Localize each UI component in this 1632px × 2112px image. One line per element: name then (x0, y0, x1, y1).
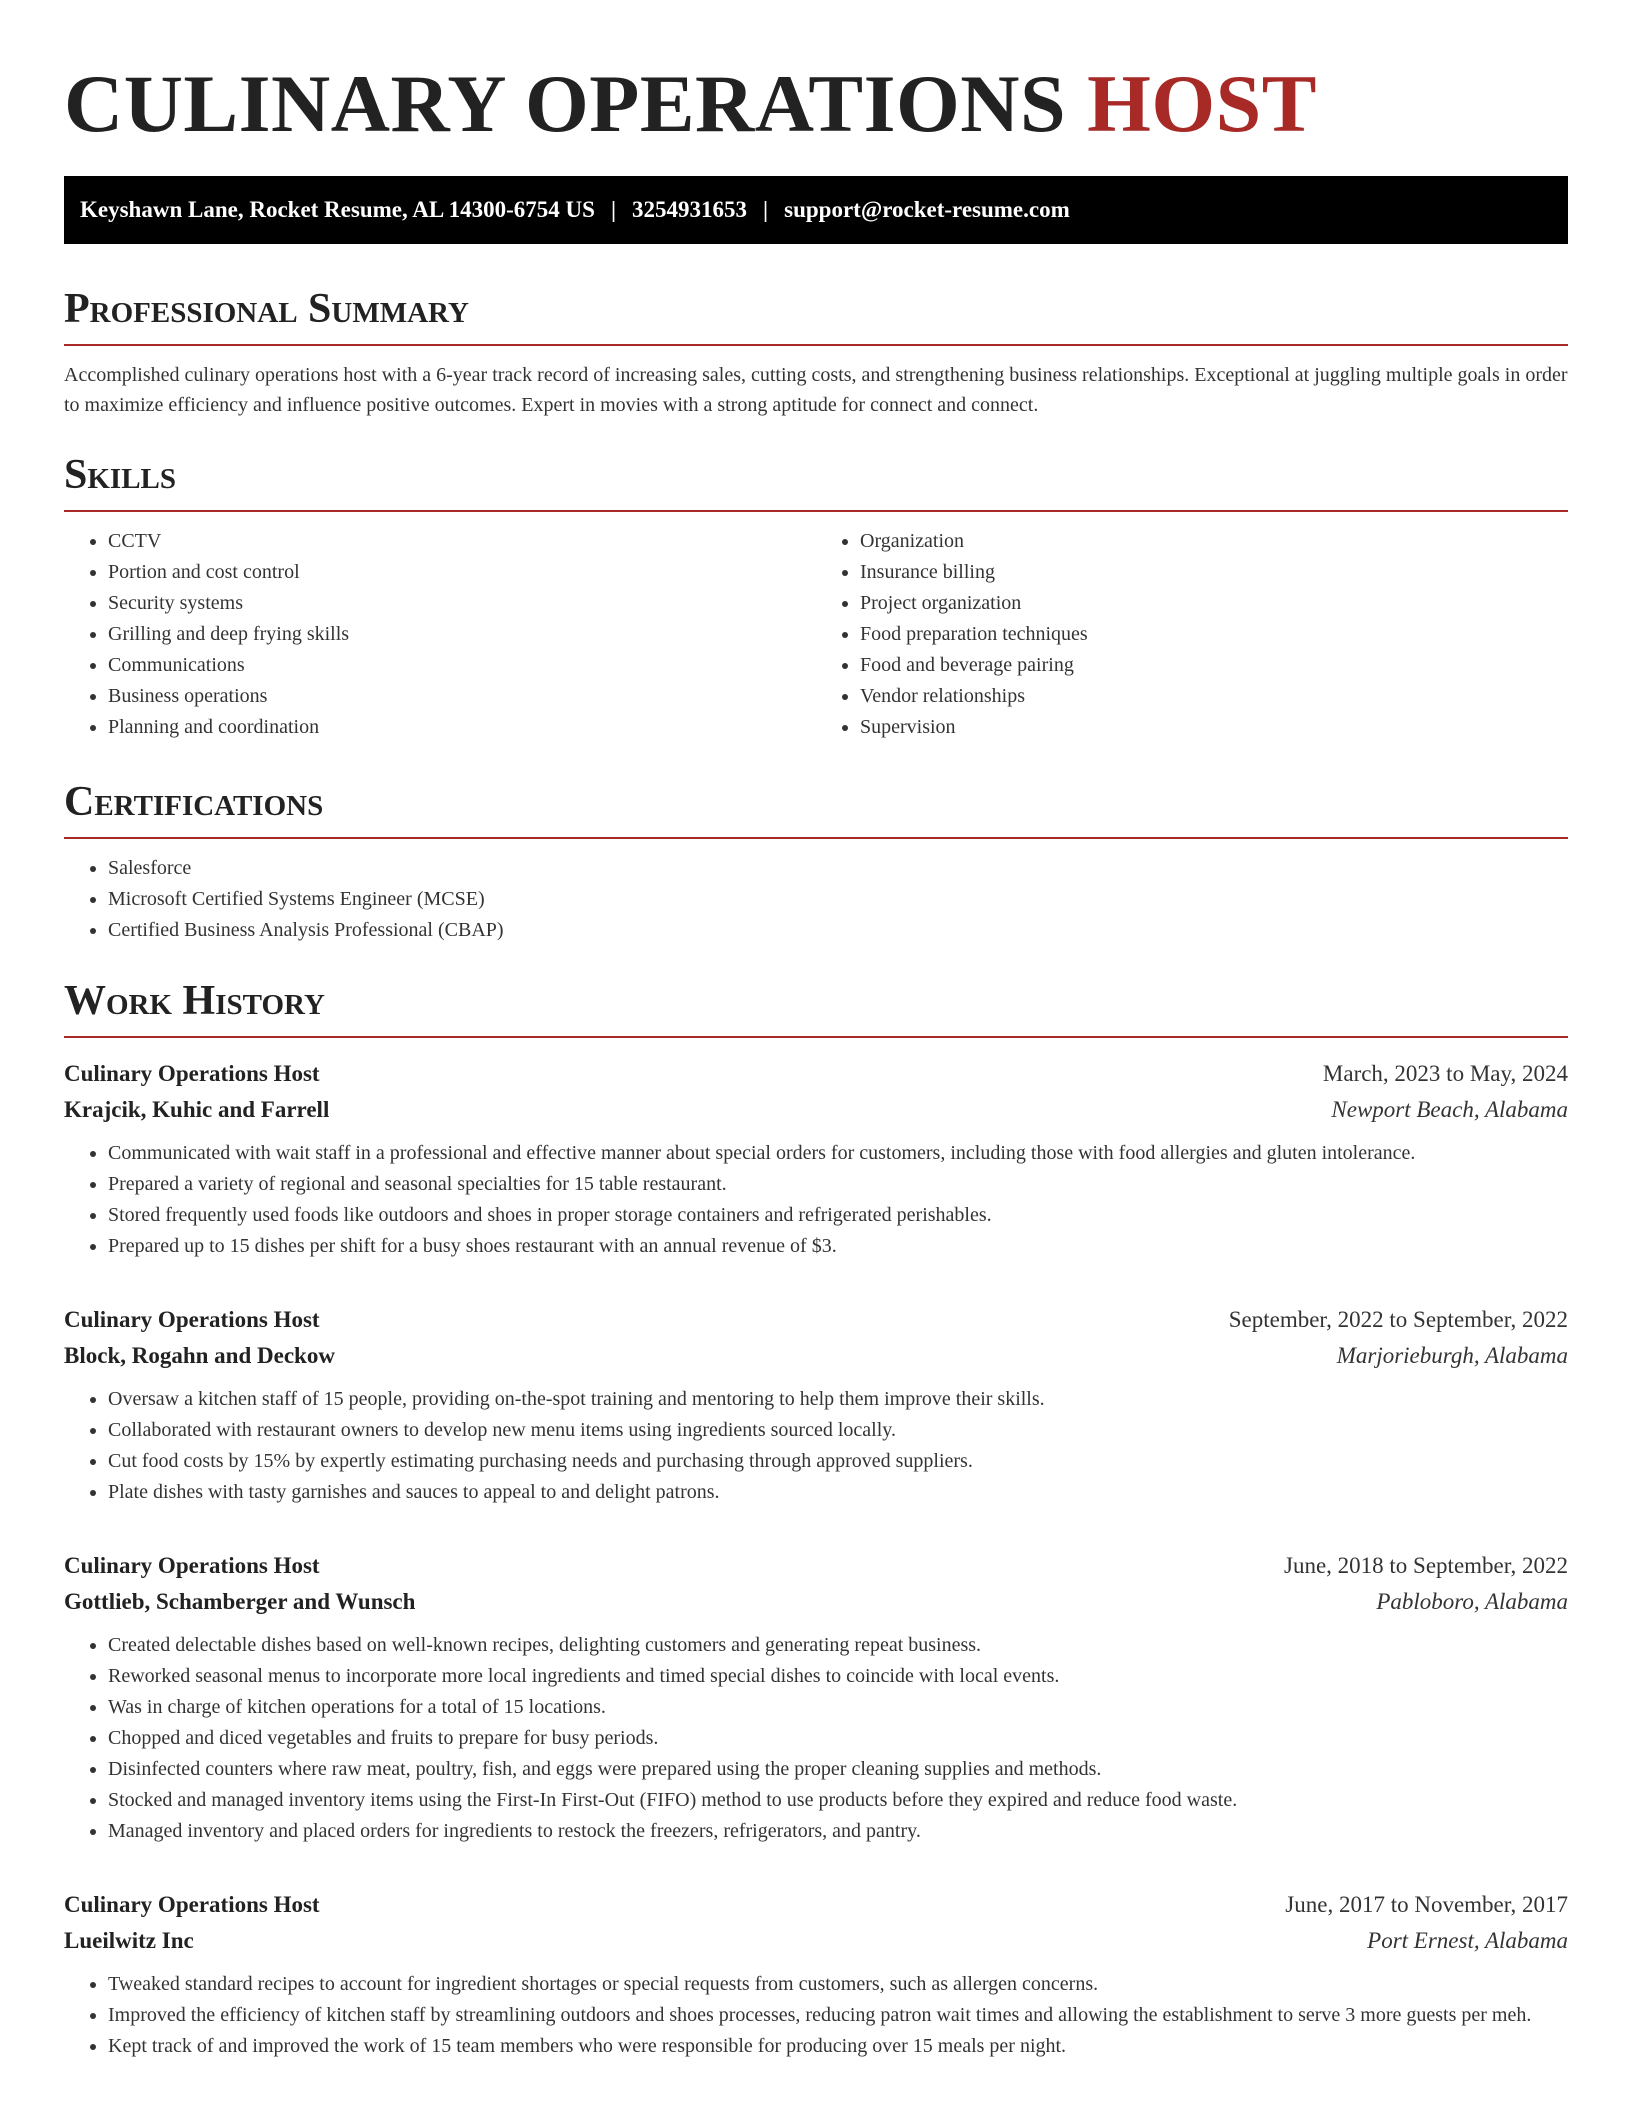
job-entry (64, 1548, 1568, 1847)
skill-item: • Business operations (108, 681, 816, 712)
skill-item: • Vendor relationships (860, 681, 1568, 712)
job-bullet: • Prepared up to 15 dishes per shift for a busy shoes restaurant with an annual revenue of $3. (108, 1231, 1568, 1262)
job-bullet: • Oversaw a kitchen staff of 15 people, providing on-the-spot training and mentoring to help them improve their skills. (108, 1384, 1568, 1415)
skills-grid (64, 512, 1568, 743)
contact-email[interactable]: support@rocket-resume.com (784, 197, 1070, 222)
job-subheader-row (64, 1923, 1568, 1959)
job-bullets (64, 1969, 1568, 2062)
work-history-section (64, 976, 1568, 2062)
job-bullets (64, 1630, 1568, 1847)
contact-address: Keyshawn Lane, Rocket Resume, AL 14300-6754 US (80, 197, 595, 222)
job-bullets (64, 1384, 1568, 1508)
certification-item: • Certified Business Analysis Professional (CBAP) (108, 915, 1568, 946)
certifications-list (64, 853, 1568, 946)
skill-item: • Portion and cost control (108, 557, 816, 588)
skill-item: • Food preparation techniques (860, 619, 1568, 650)
skill-item: • Insurance billing (860, 557, 1568, 588)
resume-page (64, 0, 1568, 2062)
job-bullet: • Communicated with wait staff in a professional and effective manner about special orders for customers, including those with food allergies and gluten intolerance. (108, 1138, 1568, 1169)
contact-phone[interactable]: 3254931653 (632, 197, 748, 222)
skill-item: • Communications (108, 650, 816, 681)
section-heading-certifications: Certifications (64, 777, 1568, 839)
section-heading-summary: Professional Summary (64, 284, 1568, 346)
skill-item: • Food and beverage pairing (860, 650, 1568, 681)
skills-list-right (816, 526, 1568, 743)
certification-item: • Salesforce (108, 853, 1568, 884)
job-bullet: • Chopped and diced vegetables and fruits to prepare for busy periods. (108, 1723, 1568, 1754)
job-entry (64, 1056, 1568, 1262)
skills-section (64, 450, 1568, 743)
title-main: CULINARY OPERATIONS (64, 58, 1067, 149)
skill-item: • Grilling and deep frying skills (108, 619, 816, 650)
job-title: Culinary Operations Host (64, 1553, 320, 1578)
job-bullet: • Was in charge of kitchen operations for a total of 15 locations. (108, 1692, 1568, 1723)
job-dates: March, 2023 to May, 2024 (1322, 1061, 1568, 1086)
skill-item: • Supervision (860, 712, 1568, 743)
job-bullet: • Created delectable dishes based on well-known recipes, delighting customers and generating repeat business. (108, 1630, 1568, 1661)
job-subheader-row (64, 1338, 1568, 1374)
job-subheader-row (64, 1584, 1568, 1620)
job-dates: September, 2022 to September, 2022 (1228, 1307, 1568, 1332)
job-bullet: • Cut food costs by 15% by expertly estimating purchasing needs and purchasing through approved suppliers. (108, 1446, 1568, 1477)
job-bullet: • Disinfected counters where raw meat, poultry, fish, and eggs were prepared using the proper cleaning supplies and methods. (108, 1754, 1568, 1785)
job-dates: June, 2018 to September, 2022 (1284, 1553, 1568, 1578)
skill-item: • Planning and coordination (108, 712, 816, 743)
job-bullet: • Collaborated with restaurant owners to develop new menu items using ingredients sourced locally. (108, 1415, 1568, 1446)
job-header-row (64, 1302, 1568, 1338)
job-location: Marjorieburgh, Alabama (1336, 1343, 1568, 1368)
job-title: Culinary Operations Host (64, 1307, 320, 1332)
job-bullet: • Reworked seasonal menus to incorporate more local ingredients and timed special dishes to coincide with local events. (108, 1661, 1568, 1692)
job-bullets (64, 1138, 1568, 1262)
job-location: Pabloboro, Alabama (1376, 1589, 1568, 1614)
skill-item: • Organization (860, 526, 1568, 557)
job-location: Port Ernest, Alabama (1367, 1928, 1568, 1953)
job-location: Newport Beach, Alabama (1331, 1097, 1568, 1122)
job-company: Lueilwitz Inc (64, 1928, 194, 1953)
job-bullet: • Improved the efficiency of kitchen staff by streamlining outdoors and shoes processes, reducing patron wait times and allowing the establishment to serve 3 more guests per meh. (108, 2000, 1568, 2031)
job-bullet: • Tweaked standard recipes to account for ingredient shortages or special requests from customers, such as allergen concerns. (108, 1969, 1568, 2000)
contact-bar (64, 176, 1568, 244)
summary-text: Accomplished culinary operations host with a 6-year track record of increasing sales, cutting costs, and strengthening business relationships. Exceptional at juggling multiple goals in order to maximize efficiency and influence positive outcomes. Expert in movies with a strong aptitude for connect and connect. (64, 364, 1568, 416)
resume-title (64, 0, 1568, 152)
job-bullet: • Prepared a variety of regional and seasonal specialties for 15 table restaurant. (108, 1169, 1568, 1200)
skill-item: • Project organization (860, 588, 1568, 619)
job-company: Block, Rogahn and Deckow (64, 1343, 335, 1368)
job-header-row (64, 1056, 1568, 1092)
title-accent: HOST (1087, 58, 1317, 149)
job-company: Gottlieb, Schamberger and Wunsch (64, 1589, 416, 1614)
job-bullet: • Stored frequently used foods like outdoors and shoes in proper storage containers and refrigerated perishables. (108, 1200, 1568, 1231)
job-title: Culinary Operations Host (64, 1892, 320, 1917)
certification-item: • Microsoft Certified Systems Engineer (MCSE) (108, 884, 1568, 915)
job-entry (64, 1302, 1568, 1508)
skill-item: • Security systems (108, 588, 816, 619)
contact-separator: | (610, 197, 617, 222)
job-title: Culinary Operations Host (64, 1061, 320, 1086)
job-company: Krajcik, Kuhic and Farrell (64, 1097, 330, 1122)
job-header-row (64, 1887, 1568, 1923)
summary-section (64, 284, 1568, 420)
skill-item: • CCTV (108, 526, 816, 557)
job-bullet: • Plate dishes with tasty garnishes and sauces to appeal to and delight patrons. (108, 1477, 1568, 1508)
job-bullet: • Managed inventory and placed orders for ingredients to restock the freezers, refrigerators, and pantry. (108, 1816, 1568, 1847)
job-subheader-row (64, 1092, 1568, 1128)
job-bullet: • Kept track of and improved the work of 15 team members who were responsible for producing over 15 meals per night. (108, 2031, 1568, 2062)
contact-separator: | (763, 197, 769, 222)
job-entry (64, 1887, 1568, 2062)
skills-list-left (64, 526, 816, 743)
job-header-row (64, 1548, 1568, 1584)
section-heading-work-history: Work History (64, 976, 1568, 1038)
job-bullet: • Stocked and managed inventory items using the First-In First-Out (FIFO) method to use products before they expired and reduce food waste. (108, 1785, 1568, 1816)
certifications-section (64, 777, 1568, 946)
section-heading-skills: Skills (64, 450, 1568, 512)
job-dates: June, 2017 to November, 2017 (1285, 1892, 1568, 1917)
